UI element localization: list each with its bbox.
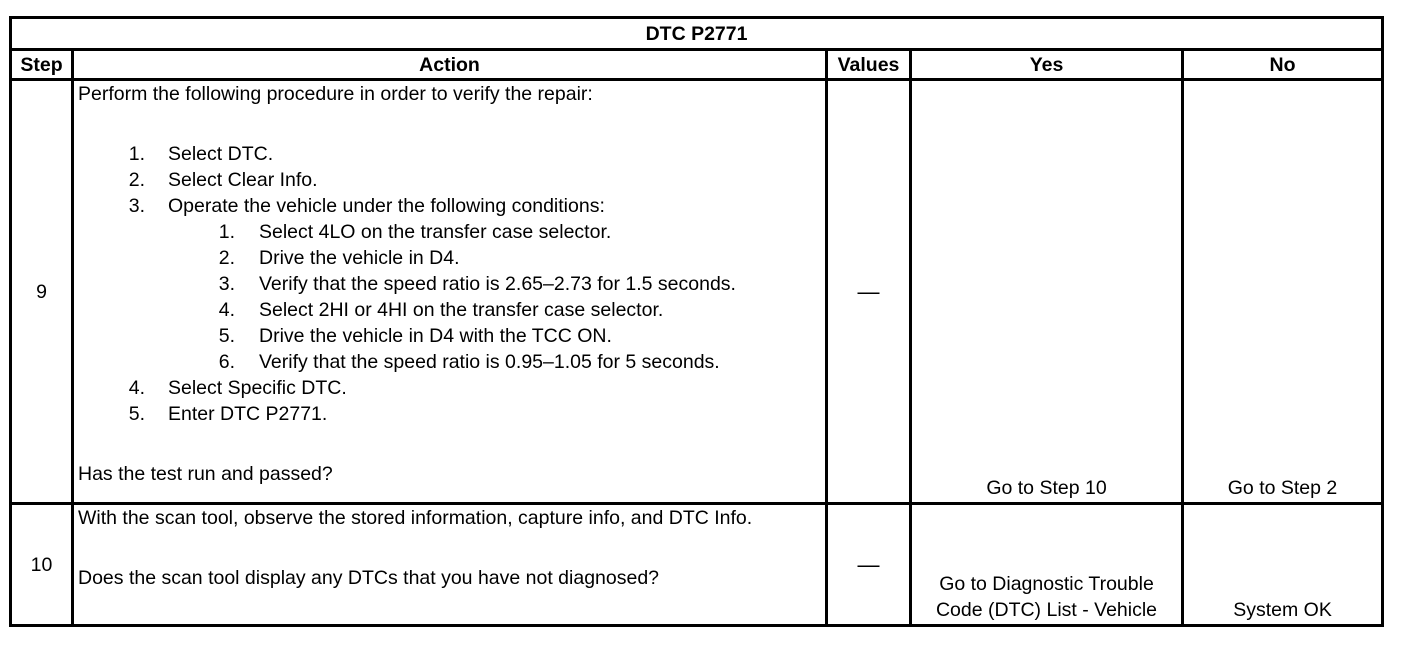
action-question: Has the test run and passed? [78, 463, 333, 485]
list-item: 4. Select 2HI or 4HI on the transfer case selector. [218, 299, 664, 321]
conditions-list [78, 219, 821, 375]
action-cell [73, 504, 827, 626]
header-no: No [1183, 50, 1383, 80]
step-number: 10 [11, 504, 73, 626]
yes-outcome: Go to Step 10 [911, 80, 1183, 504]
header-values: Values [827, 50, 911, 80]
header-row [11, 50, 1383, 80]
values-cell: — [827, 80, 911, 504]
list-item: 1. Select DTC. [128, 143, 274, 165]
dtc-table [9, 16, 1384, 627]
values-cell: — [827, 504, 911, 626]
yes-outcome [911, 504, 1183, 626]
table-title: DTC P2771 [11, 18, 1383, 50]
list-item: 3. Operate the vehicle under the following conditions: 1. Select 4LO on the transfer case selector. 2. Drive the vehicle in D4. 3. Verify that the speed ratio is 2.65–2.73 for 1.5 seconds. 4. Select 2HI or 4HI on the transfer case selector. 5. Drive the vehicle in D4 with the TCC ON. 6. Verify that the speed ratio is 0.95–1.05 for 5 seconds. [78, 193, 821, 375]
list-item: 6. Verify that the speed ratio is 0.95–1.05 for 5 seconds. [218, 351, 720, 373]
list-item: 2. Drive the vehicle in D4. [218, 247, 460, 269]
table-row [11, 504, 1383, 626]
header-yes: Yes [911, 50, 1183, 80]
header-step: Step [11, 50, 73, 80]
list-item: 3. Verify that the speed ratio is 2.65–2.73 for 1.5 seconds. [218, 273, 736, 295]
no-outcome: Go to Step 2 [1183, 80, 1383, 504]
no-outcome: System OK [1183, 504, 1383, 626]
list-item: 1. Select 4LO on the transfer case selector. [218, 221, 612, 243]
action-cell [73, 80, 827, 504]
table-row [11, 80, 1383, 504]
action-intro: Perform the following procedure in order to verify the repair: [78, 83, 593, 105]
yes-outcome-line: Code (DTC) List - Vehicle [935, 599, 1158, 621]
step-number: 9 [11, 80, 73, 504]
action-question: Does the scan tool display any DTCs that you have not diagnosed? [78, 567, 660, 589]
list-item: 5. Enter DTC P2771. [128, 403, 328, 425]
list-item: 5. Drive the vehicle in D4 with the TCC ON. [218, 325, 612, 347]
header-action: Action [73, 50, 827, 80]
procedure-list [78, 141, 821, 427]
action-intro: With the scan tool, observe the stored information, capture info, and DTC Info. [78, 507, 753, 529]
yes-outcome-line: Go to Diagnostic Trouble [939, 573, 1154, 595]
list-item: 2. Select Clear Info. [128, 169, 318, 191]
list-item: 4. Select Specific DTC. [128, 377, 347, 399]
